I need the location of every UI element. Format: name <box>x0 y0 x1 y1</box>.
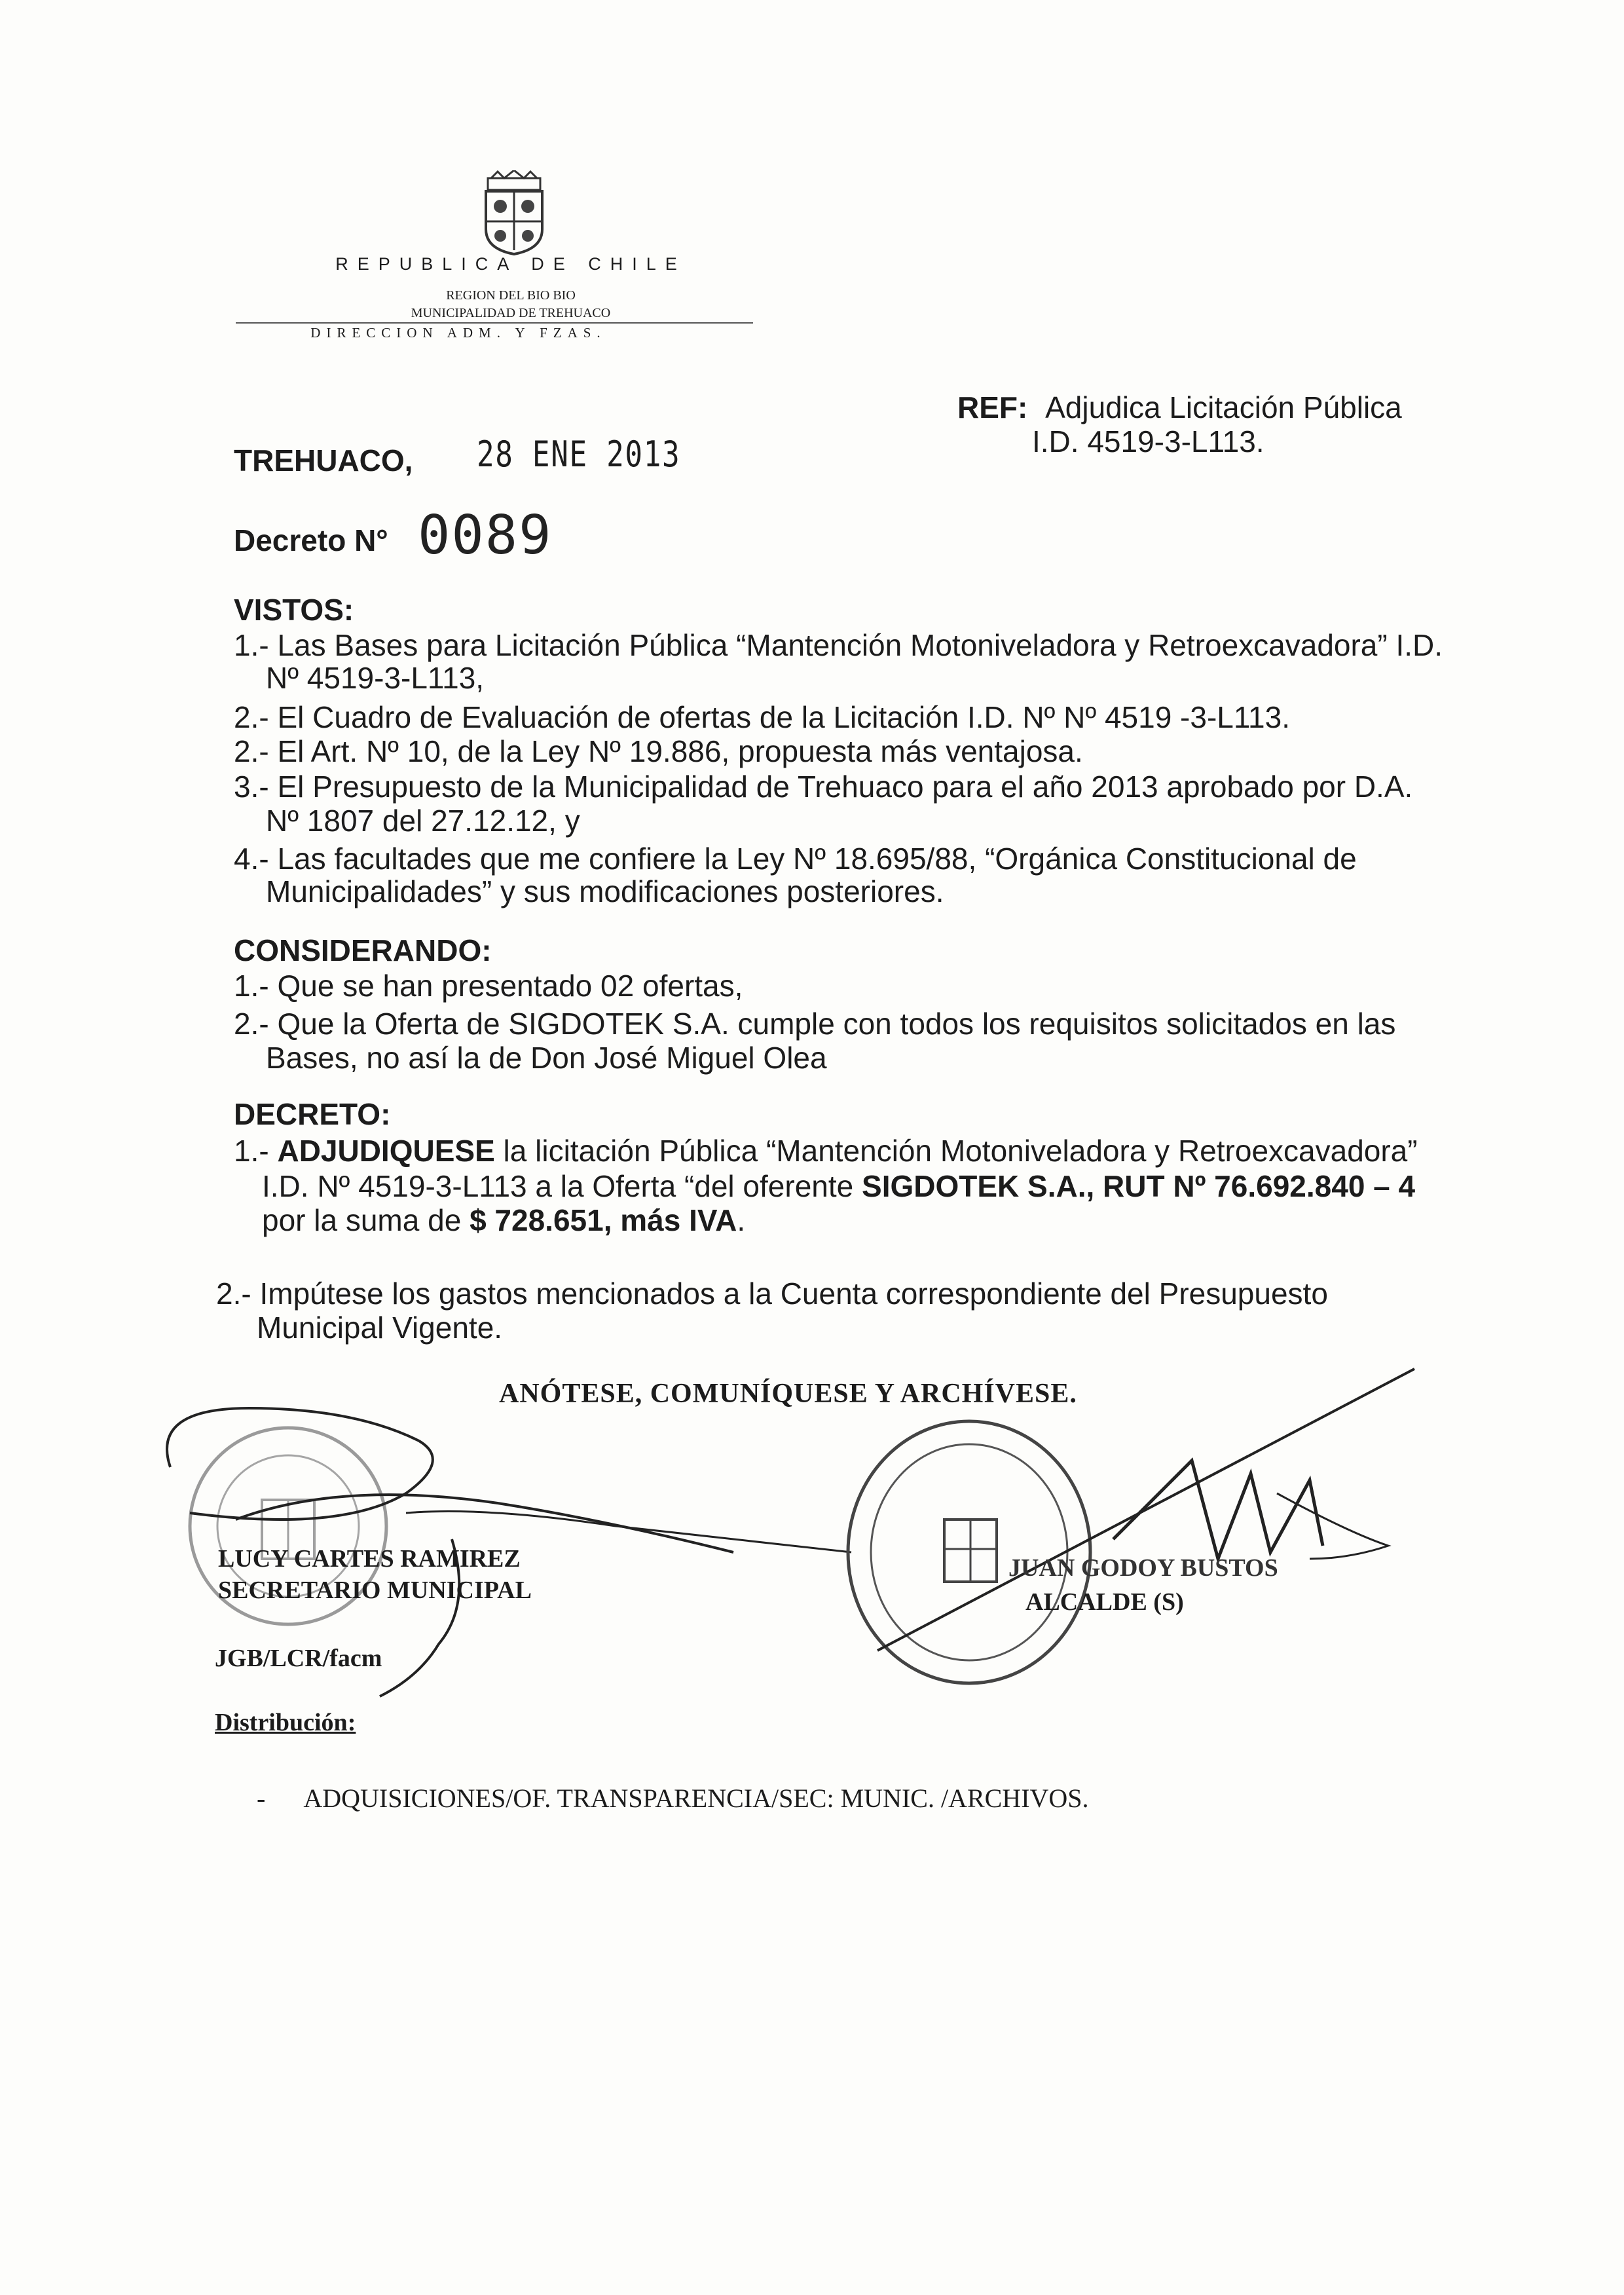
item-text: Que se han presentado 02 ofertas, <box>277 969 743 1003</box>
right-signature-icon <box>851 1362 1428 1703</box>
vistos-item-5-cont: Municipalidades” y sus modificaciones posteriores. <box>266 874 944 908</box>
decreto-item-1-line2 <box>262 1170 1415 1203</box>
item-text: la licitación Pública “Mantención Motoniveladora y Retroexcavadora” <box>494 1134 1418 1168</box>
ref-label: REF: <box>957 390 1028 424</box>
item-number: 4.- <box>234 842 269 876</box>
department-line: DIRECCION ADM. Y FZAS. <box>310 325 606 341</box>
reference-initials: JGB/LCR/facm <box>215 1645 382 1672</box>
decreto-item-2 <box>216 1277 1328 1310</box>
region-line: REGION DEL BIO BIO <box>446 288 576 303</box>
item-number: 2.- <box>216 1277 251 1311</box>
place: TREHUACO, <box>234 443 413 477</box>
decreto-item-1-line3 <box>262 1204 745 1237</box>
decree-number-handwritten: 0089 <box>418 504 553 567</box>
vistos-item-2 <box>234 701 1290 734</box>
decreto-heading: DECRETO: <box>234 1097 391 1131</box>
letterhead-divider <box>236 322 753 324</box>
adjudiquese-keyword: ADJUDIQUESE <box>277 1134 495 1168</box>
ref-id: I.D. 4519-3-L113. <box>1032 424 1264 458</box>
item-text-end: . <box>737 1203 746 1237</box>
item-text: por la suma de <box>262 1203 470 1237</box>
item-number: 2.- <box>234 700 269 734</box>
ref-subject: Adjudica Licitación Pública <box>1045 390 1402 424</box>
item-number: 1.- <box>234 628 269 662</box>
award-amount: $ 728.651, más IVA <box>470 1203 737 1237</box>
left-signer-title: SECRETARIO MUNICIPAL <box>218 1577 532 1604</box>
vistos-item-4 <box>234 770 1412 803</box>
item-text: Las facultades que me confiere la Ley Nº 18.695/88, “Orgánica Constitucional de <box>277 842 1357 876</box>
considerando-item-2 <box>234 1007 1395 1040</box>
item-number: 2.- <box>234 1007 269 1041</box>
distribution-item <box>257 1783 1089 1814</box>
vistos-item-1-cont: Nº 4519-3-L113, <box>266 661 485 695</box>
item-text: Impútese los gastos mencionados a la Cuenta correspondiente del Presupuesto <box>259 1277 1328 1311</box>
distribution-heading: Distribución: <box>215 1709 356 1736</box>
left-signer-name: LUCY CARTES RAMIREZ <box>218 1545 521 1573</box>
decreto-item-2-cont: Municipal Vigente. <box>257 1311 503 1345</box>
item-text: El Presupuesto de la Municipalidad de Trehuaco para el año 2013 aprobado por D.A. <box>277 770 1413 804</box>
item-text: I.D. Nº 4519-3-L113 a la Oferta “del oferente <box>262 1169 862 1203</box>
vistos-item-1 <box>234 629 1443 662</box>
distribution-text: ADQUISICIONES/OF. TRANSPARENCIA/SEC: MUNIC. /ARCHIVOS. <box>303 1783 1089 1813</box>
item-text: El Cuadro de Evaluación de ofertas de la Licitación I.D. Nº Nº 4519 -3-L113. <box>277 700 1290 734</box>
item-number: 3.- <box>234 770 269 804</box>
municipality-line: MUNICIPALIDAD DE TREHUACO <box>411 306 611 320</box>
vistos-heading: VISTOS: <box>234 593 354 627</box>
item-text: Las Bases para Licitación Pública “Mantención Motoniveladora y Retroexcavadora” I.D. <box>277 628 1443 662</box>
item-number: 1.- <box>234 1134 269 1168</box>
considerando-heading: CONSIDERANDO: <box>234 933 492 967</box>
considerando-item-2-cont: Bases, no así la de Don José Miguel Olea <box>266 1041 827 1075</box>
item-text: El Art. Nº 10, de la Ley Nº 19.886, propuesta más ventajosa. <box>277 734 1083 768</box>
country-line: REPUBLICA DE CHILE <box>335 254 686 274</box>
closing-formula: ANÓTESE, COMUNÍQUESE Y ARCHÍVESE. <box>499 1379 1077 1409</box>
right-signer-title: ALCALDE (S) <box>1025 1588 1184 1616</box>
ref-block <box>957 390 1429 458</box>
item-number: 2.- <box>234 734 269 768</box>
vistos-item-4-cont: Nº 1807 del 27.12.12, y <box>266 804 580 838</box>
coat-of-arms-icon <box>478 170 550 255</box>
list-bullet: - <box>257 1783 266 1813</box>
considerando-item-1 <box>234 969 743 1002</box>
right-signer-name: JUAN GODOY BUSTOS <box>1008 1554 1278 1582</box>
date-stamp: 28 ENE 2013 <box>477 434 681 475</box>
decree-label: Decreto N° <box>234 523 388 557</box>
bidder-rut: SIGDOTEK S.A., RUT Nº 76.692.840 – 4 <box>862 1169 1416 1203</box>
vistos-item-5 <box>234 842 1357 875</box>
decreto-item-1 <box>234 1134 1418 1167</box>
vistos-item-3 <box>234 735 1083 768</box>
item-text: Que la Oferta de SIGDOTEK S.A. cumple con todos los requisitos solicitados en las <box>277 1007 1396 1041</box>
letterhead <box>223 170 747 347</box>
item-number: 1.- <box>234 969 269 1003</box>
